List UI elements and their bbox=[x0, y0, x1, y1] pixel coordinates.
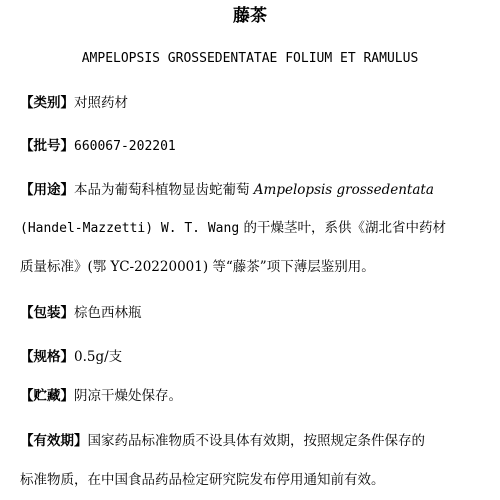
usage-row-line2 bbox=[20, 218, 490, 239]
validity-label: 【有效期】 bbox=[20, 433, 88, 449]
usage-row-line1 bbox=[20, 180, 490, 200]
batch-label: 【批号】 bbox=[20, 138, 74, 154]
usage-label: 【用途】 bbox=[20, 182, 74, 198]
category-label: 【类别】 bbox=[20, 95, 74, 111]
package-label: 【包装】 bbox=[20, 305, 74, 321]
category-value: 对照药材 bbox=[74, 95, 128, 111]
storage-value: 阴凉干燥处保存。 bbox=[74, 388, 182, 404]
spec-value: 0.5g/支 bbox=[74, 349, 123, 365]
usage-row-line3 bbox=[20, 257, 490, 277]
package-row bbox=[20, 303, 490, 323]
batch-row bbox=[20, 136, 490, 157]
usage-species-name: Ampelopsis grossedentata bbox=[253, 182, 434, 198]
validity-text-line2: 标准物质，在中国食品药品检定研究院发布停用通知前有效。 bbox=[20, 472, 385, 488]
document-title: 藤茶 bbox=[233, 6, 267, 26]
batch-value: 660067-202201 bbox=[74, 139, 176, 154]
usage-text-line2: 的干燥茎叶，系供《湖北省中药材 bbox=[243, 220, 446, 236]
category-row bbox=[20, 93, 490, 113]
storage-label: 【贮藏】 bbox=[20, 388, 74, 404]
usage-text-line3: 质量标准》(鄂 YC-20220001) 等“藤茶”项下薄层鉴别用。 bbox=[20, 259, 375, 275]
storage-row bbox=[20, 386, 490, 406]
validity-row-line1 bbox=[20, 431, 490, 451]
usage-text-line1: 本品为葡萄科植物显齿蛇葡萄 bbox=[74, 182, 250, 198]
validity-row-line2 bbox=[20, 470, 490, 490]
package-value: 棕色西林瓶 bbox=[74, 305, 142, 321]
usage-authority: (Handel-Mazzetti) W. T. Wang bbox=[20, 221, 240, 236]
spec-row bbox=[20, 347, 490, 367]
latin-name: AMPELOPSIS GROSSEDENTATAE FOLIUM ET RAMULUS bbox=[81, 51, 419, 66]
validity-text-line1: 国家药品标准物质不设具体有效期，按照规定条件保存的 bbox=[87, 433, 425, 449]
spec-label: 【规格】 bbox=[20, 349, 74, 365]
